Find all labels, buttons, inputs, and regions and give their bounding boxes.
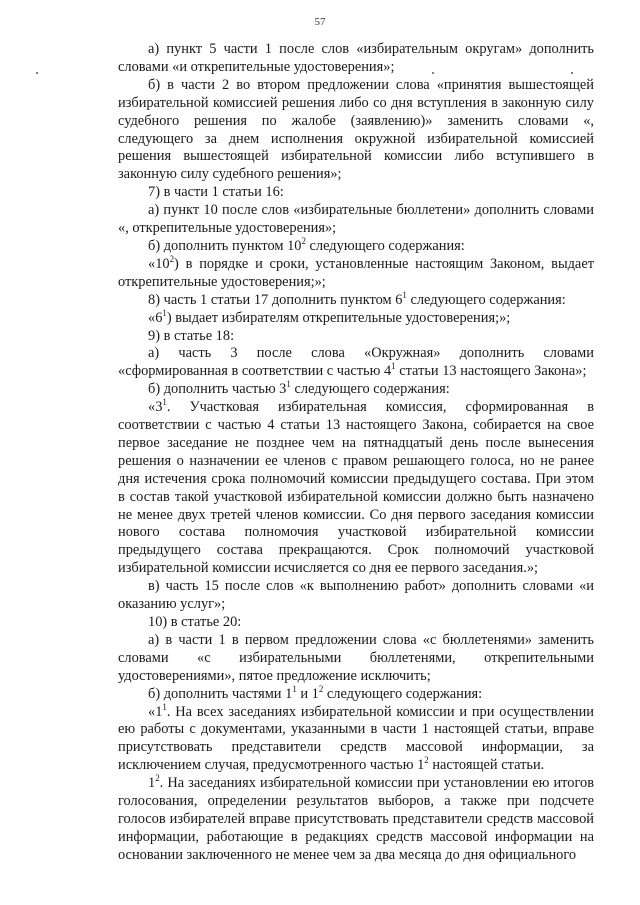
text-run: а) часть 3 после слова «Окружная» дополнить словами «сформированная в соответствии с частью 4 <box>118 345 594 380</box>
text-run: 7) в части 1 статьи 16: <box>148 184 284 201</box>
text-run: б) дополнить частью 3 <box>148 381 287 398</box>
document-body <box>118 41 594 865</box>
paragraph <box>118 614 594 632</box>
text-run: «1 <box>148 703 163 720</box>
text-run: «3 <box>148 399 163 416</box>
text-run: следующего содержания: <box>305 237 465 254</box>
text-run: ) выдает избирателям открепительные удостоверения;»; <box>166 309 511 326</box>
text-run: ) в порядке и сроки, установленные настоящим Законом, выдает открепительные удостоверения;»; <box>118 255 594 290</box>
text-run: б) в части 2 во втором предложении слова «принятия вышестоящей избирательной комиссией решения либо со дня вступления в законную силу судебного решения по жалобе (заявлению)» заменить словами «, следующего за днем исполнения окружной избирательной комиссией решения вышестоящей избирательной комиссии либо вступившего в законную силу судебного решения»; <box>118 76 594 183</box>
text-run: 1 <box>148 775 156 792</box>
paragraph <box>118 345 594 381</box>
paragraph <box>118 381 594 399</box>
superscript-index: 2 <box>169 254 175 265</box>
paragraph <box>118 578 594 614</box>
superscript-index: 1 <box>292 683 297 694</box>
superscript-index: 1 <box>162 307 167 318</box>
paragraph <box>118 683 594 704</box>
paragraph <box>118 184 594 202</box>
text-run: в) часть 15 после слов «к выполнению работ» дополнить словами «и оказанию услуг»; <box>118 578 594 613</box>
superscript-index: 1 <box>391 361 396 372</box>
text-run: 9) в статье 18: <box>148 327 235 344</box>
text-run: а) пункт 10 после слов «избирательные бюллетени» дополнить словами «, открепительные удостоверения»; <box>118 202 594 237</box>
text-run: б) дополнить частями 1 <box>148 685 293 702</box>
paragraph <box>118 307 594 328</box>
superscript-index: 1 <box>286 379 291 390</box>
page-number: 57 <box>314 16 326 28</box>
paragraph <box>118 328 594 346</box>
text-run: и 1 <box>296 685 319 702</box>
text-run: б) дополнить пунктом 10 <box>148 237 302 254</box>
paragraph <box>118 202 594 238</box>
text-run: . На заседаниях избирательной комиссии при установлении ею итогов голосования, определении результатов выборов, а также при подсчете голосов избирателей вправе присутствовать представители средств массовой информации, работающие в редакциях средств массовой информации на основании заключенного не менее чем за два месяца до дня официального <box>118 775 594 863</box>
superscript-index: 2 <box>301 236 306 247</box>
text-run: 8) часть 1 статьи 17 дополнить пунктом 6 <box>148 291 403 308</box>
text-run: настоящей статьи. <box>428 757 545 774</box>
text-run: статьи 13 настоящего Закона»; <box>395 363 587 380</box>
text-run: следующего содержания: <box>406 291 566 308</box>
text-run: 10) в статье 20: <box>148 614 242 630</box>
superscript-index: 2 <box>424 755 429 766</box>
text-run: «6 <box>148 309 163 326</box>
paragraph <box>118 399 594 578</box>
text-run: . На всех заседаниях избирательной комиссии и при осуществлении ею работы с документами, указанными в части 1 настоящей статьи, вправе присутствовать представители средств массовой информации, за исключением случая, предусмотренного частью 1 <box>118 703 594 774</box>
superscript-index: 1 <box>162 701 167 712</box>
paragraph <box>118 41 594 77</box>
superscript-index: 1 <box>162 397 167 408</box>
superscript-index: 1 <box>402 289 407 300</box>
superscript-index: 2 <box>155 773 160 784</box>
paragraph <box>118 256 594 292</box>
paragraph <box>118 238 594 256</box>
paragraph <box>118 632 594 686</box>
paragraph <box>118 77 594 184</box>
text-run: следующего содержания: <box>290 381 450 398</box>
text-run: а) в части 1 в первом предложении слова «с бюллетенями» заменить словами «с избирательными бюллетенями, открепительными удостоверениями», пятое предложение исключить; <box>118 631 594 684</box>
text-run: «10 <box>148 255 170 272</box>
paragraph <box>118 701 594 776</box>
paragraph <box>118 289 594 310</box>
superscript-index: 2 <box>318 683 324 694</box>
text-run: следующего содержания: <box>323 685 483 702</box>
scan-speck <box>36 72 38 74</box>
text-run: . Участковая избирательная комиссия, сформированная в соответствии с частью 4 статьи 13 настоящего Закона, собирается на свое первое заседание не позднее чем на пятнадцатый день после вынесения решения о назначении ее членов с правом решающего голоса, но не ранее дня истечения срока полномочий комиссии предыдущего состава. При этом в состав такой участковой избирательной комиссии должно быть назначено не менее двух третей членов комиссии. Со дня первого заседания комиссии нового состава полномочия участковой избирательной комиссии предыдущего состава прекращаются. Срок полномочий участковой избирательной комиссии исчисляется со дня ее первого заседания.»; <box>118 399 594 577</box>
text-run: а) пункт 5 части 1 после слов «избирательным округам» дополнить словами «и открепительные удостоверения»; <box>118 41 594 75</box>
paragraph <box>118 775 594 865</box>
